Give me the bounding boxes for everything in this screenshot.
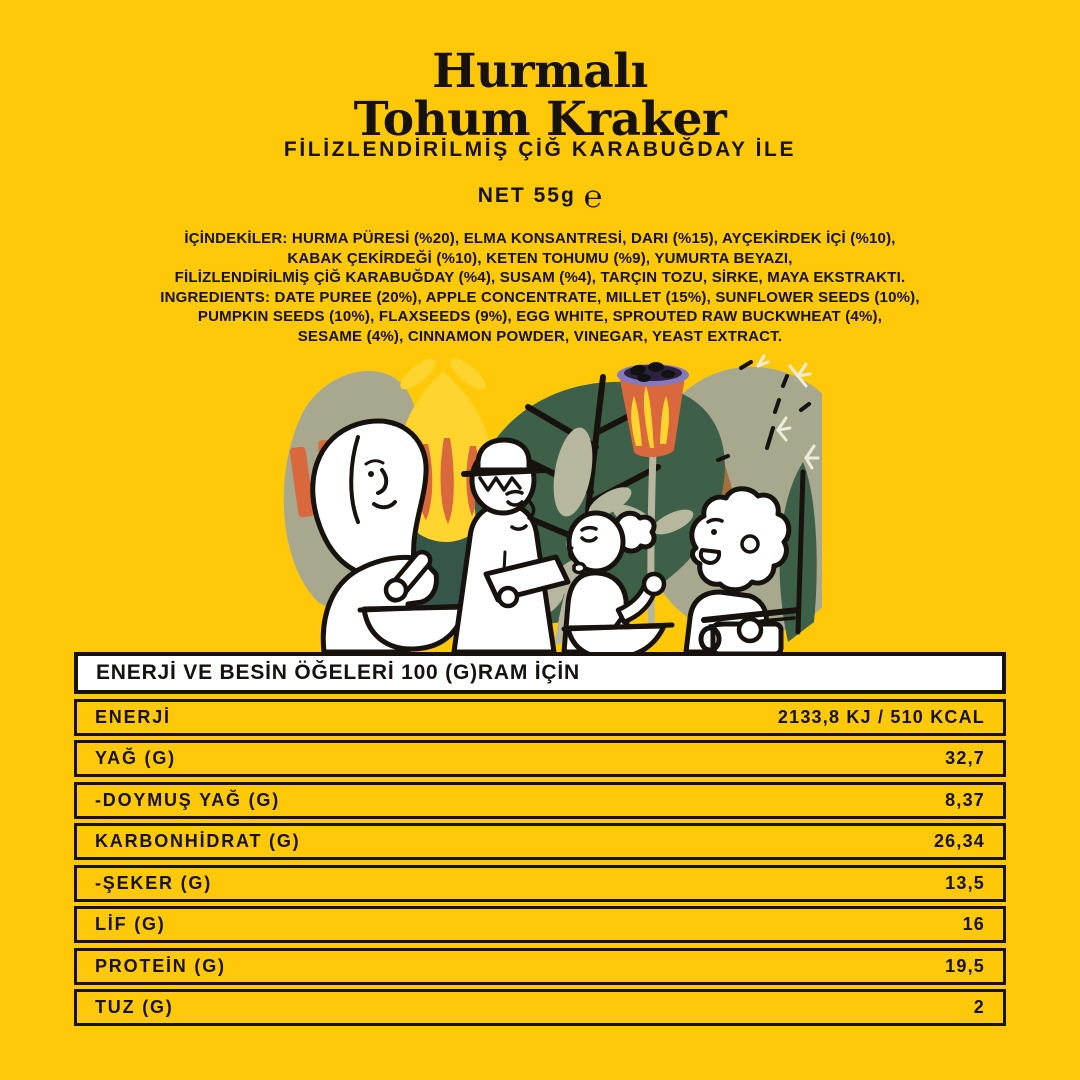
row-value: 16 bbox=[962, 914, 985, 934]
ingredients-line: PUMPKIN SEEDS (10%), FLAXSEEDS (9%), EGG WHITE, SPROUTED RAW BUCKWHEAT (4%), bbox=[197, 308, 883, 325]
table-row bbox=[74, 699, 1006, 736]
row-value: 26,34 bbox=[933, 831, 985, 851]
product-subtitle: FİLİZLENDİRİLMİŞ ÇİĞ KARABUĞDAY İLE bbox=[283, 138, 797, 161]
row-value: 19,5 bbox=[945, 955, 985, 976]
ingredients-block bbox=[80, 229, 1000, 346]
table-row bbox=[74, 782, 1006, 819]
illustration bbox=[258, 352, 822, 654]
product-title-line2: Tohum Kraker bbox=[353, 91, 727, 147]
ingredients-label-en: INGREDIENTS: bbox=[160, 288, 271, 306]
row-value: 8,37 bbox=[945, 789, 985, 810]
nutrition-table bbox=[74, 652, 1006, 1026]
row-value: 2133,8 KJ / 510 KCAL bbox=[777, 706, 985, 727]
row-label: PROTEİN (G) bbox=[95, 955, 226, 976]
nutrition-table-header: ENERJİ VE BESİN ÖĞELERİ 100 (G)RAM İÇİN bbox=[74, 652, 1006, 694]
row-value: 32,7 bbox=[945, 748, 985, 768]
row-label: -DOYMUŞ YAĞ (G) bbox=[95, 789, 281, 810]
row-value: 13,5 bbox=[945, 872, 985, 893]
table-row bbox=[74, 865, 1006, 902]
ingredients-line: KABAK ÇEKİRDEĞİ (%10), KETEN TOHUMU (%9), YUMURTA BEYAZI, bbox=[287, 249, 793, 267]
ingredients-line: İÇİNDEKİLER: HURMA PÜRESİ (%20), ELMA KONSANTRESİ, DARI (%15), AYÇEKİRDEK İÇİ (%10), bbox=[184, 230, 896, 247]
product-title-line1: Hurmalı bbox=[432, 44, 648, 99]
row-label: KARBONHİDRAT (G) bbox=[95, 831, 301, 851]
ingredients-line: INGREDIENTS: DATE PUREE (20%), APPLE CONCENTRATE, MILLET (15%), SUNFLOWER SEEDS (10%), bbox=[160, 288, 920, 306]
row-label: -ŞEKER (G) bbox=[95, 872, 212, 893]
product-title bbox=[0, 44, 1080, 147]
net-weight bbox=[0, 179, 1080, 215]
ingredients-label-tr: İÇİNDEKİLER: bbox=[184, 230, 288, 247]
row-label: TUZ (G) bbox=[95, 997, 174, 1017]
table-row bbox=[74, 948, 1006, 985]
net-weight-label: NET 55g bbox=[477, 184, 576, 207]
estimated-sign: ℮ bbox=[583, 179, 603, 214]
table-row bbox=[74, 989, 1006, 1026]
table-row bbox=[74, 740, 1006, 777]
ingredients-line: FİLİZLENDİRİLMİŞ ÇİĞ KARABUĞDAY (%4), SUSAM (%4), TARÇIN TOZU, SİRKE, MAYA EKSTRAKTI. bbox=[174, 269, 906, 286]
row-value: 2 bbox=[973, 997, 985, 1017]
table-row bbox=[74, 906, 1006, 943]
ingredients-line: SESAME (4%), CINNAMON POWDER, VINEGAR, YEAST EXTRACT. bbox=[297, 327, 783, 345]
row-label: ENERJİ bbox=[95, 706, 171, 727]
row-label: LİF (G) bbox=[95, 914, 166, 934]
table-row bbox=[74, 823, 1006, 860]
row-label: YAĞ (G) bbox=[95, 748, 176, 768]
person-bun-spoon bbox=[564, 513, 672, 654]
